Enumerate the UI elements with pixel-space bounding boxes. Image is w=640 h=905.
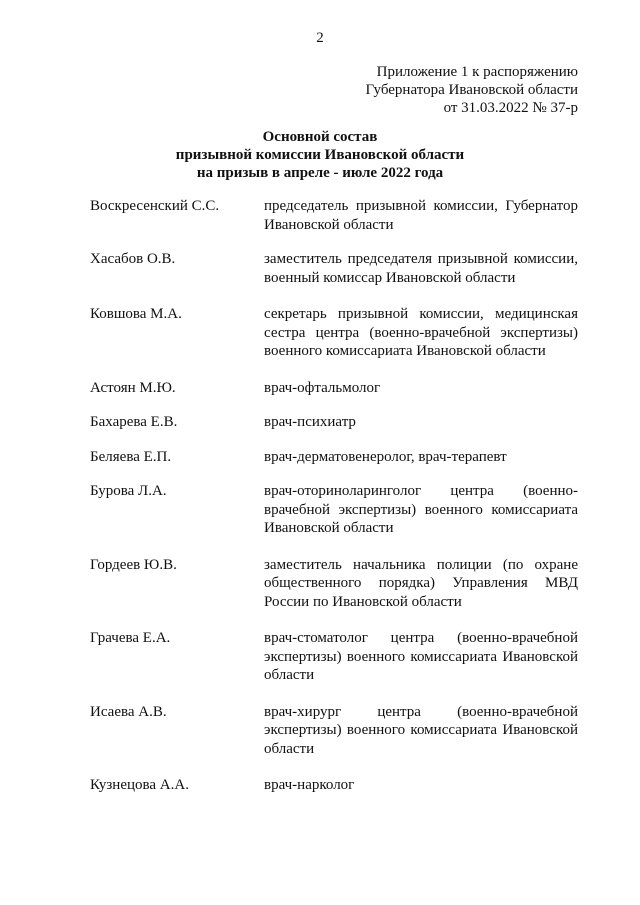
member-row — [90, 413, 578, 432]
member-row — [90, 703, 578, 759]
title-line-1: Основной состав — [262, 129, 378, 145]
document-title — [0, 128, 640, 182]
member-role: врач-дерматовенеролог, врач-терапевт — [264, 448, 507, 465]
member-row — [90, 556, 578, 612]
member-role: врач-психиатр — [264, 414, 356, 430]
member-name: Беляева Е.П. — [90, 448, 172, 465]
member-row — [90, 197, 578, 234]
member-role: заместитель председателя призывной комиссии, военный комиссар Ивановской области — [264, 251, 578, 286]
member-name: Кузнецова А.А. — [90, 777, 189, 793]
commission-members-list — [90, 197, 578, 795]
member-role: заместитель начальника полиции (по охране общественного порядка) Управления МВД России по Ивановской области — [264, 556, 578, 610]
member-row — [90, 776, 578, 795]
member-role: врач-стоматолог центра (военно-врачебной экспертизы) военного комиссариата Ивановской области — [264, 630, 578, 683]
member-role: врач-хирург центра (военно-врачебной экспертизы) военного комиссариата Ивановской области — [264, 703, 578, 757]
member-role: председатель призывной комиссии, Губернатор Ивановской области — [264, 198, 578, 233]
member-role: врач-офтальмолог — [264, 379, 381, 396]
member-name: Воскресенский С.С. — [90, 198, 220, 214]
member-name: Бурова Л.А. — [90, 483, 167, 499]
member-name: Хасабов О.В. — [90, 251, 176, 267]
member-name: Ковшова М.А. — [90, 306, 182, 322]
member-row — [90, 482, 578, 538]
member-name: Астоян М.Ю. — [90, 379, 176, 396]
member-row — [90, 305, 578, 361]
appendix-line-1: Приложение 1 к распоряжению — [376, 64, 578, 80]
title-line-2: призывной комиссии Ивановской области — [175, 147, 465, 163]
member-row — [90, 448, 578, 467]
member-role: секретарь призывной комиссии, медицинская сестра центра (военно-врачебной экспертизы) военного комиссариата Ивановской области — [264, 306, 578, 359]
member-row — [90, 379, 578, 398]
member-name: Гордеев Ю.В. — [90, 556, 177, 573]
appendix-line-3: от 31.03.2022 № 37-р — [443, 100, 578, 116]
member-row — [90, 629, 578, 685]
member-name: Исаева А.В. — [90, 703, 167, 720]
member-role: врач-нарколог — [264, 777, 355, 793]
appendix-line-2: Губернатора Ивановской области — [365, 82, 578, 98]
member-name: Грачева Е.А. — [90, 630, 171, 646]
member-name: Бахарева Е.В. — [90, 414, 178, 430]
page-number: 2 — [316, 30, 324, 46]
appendix-reference — [365, 63, 578, 117]
member-row — [90, 250, 578, 287]
member-role: врач-оториноларинголог центра (военно-врачебной экспертизы) военного комиссариата Ивановской области — [264, 483, 578, 536]
title-line-3: на призыв в апреле - июле 2022 года — [196, 165, 444, 181]
